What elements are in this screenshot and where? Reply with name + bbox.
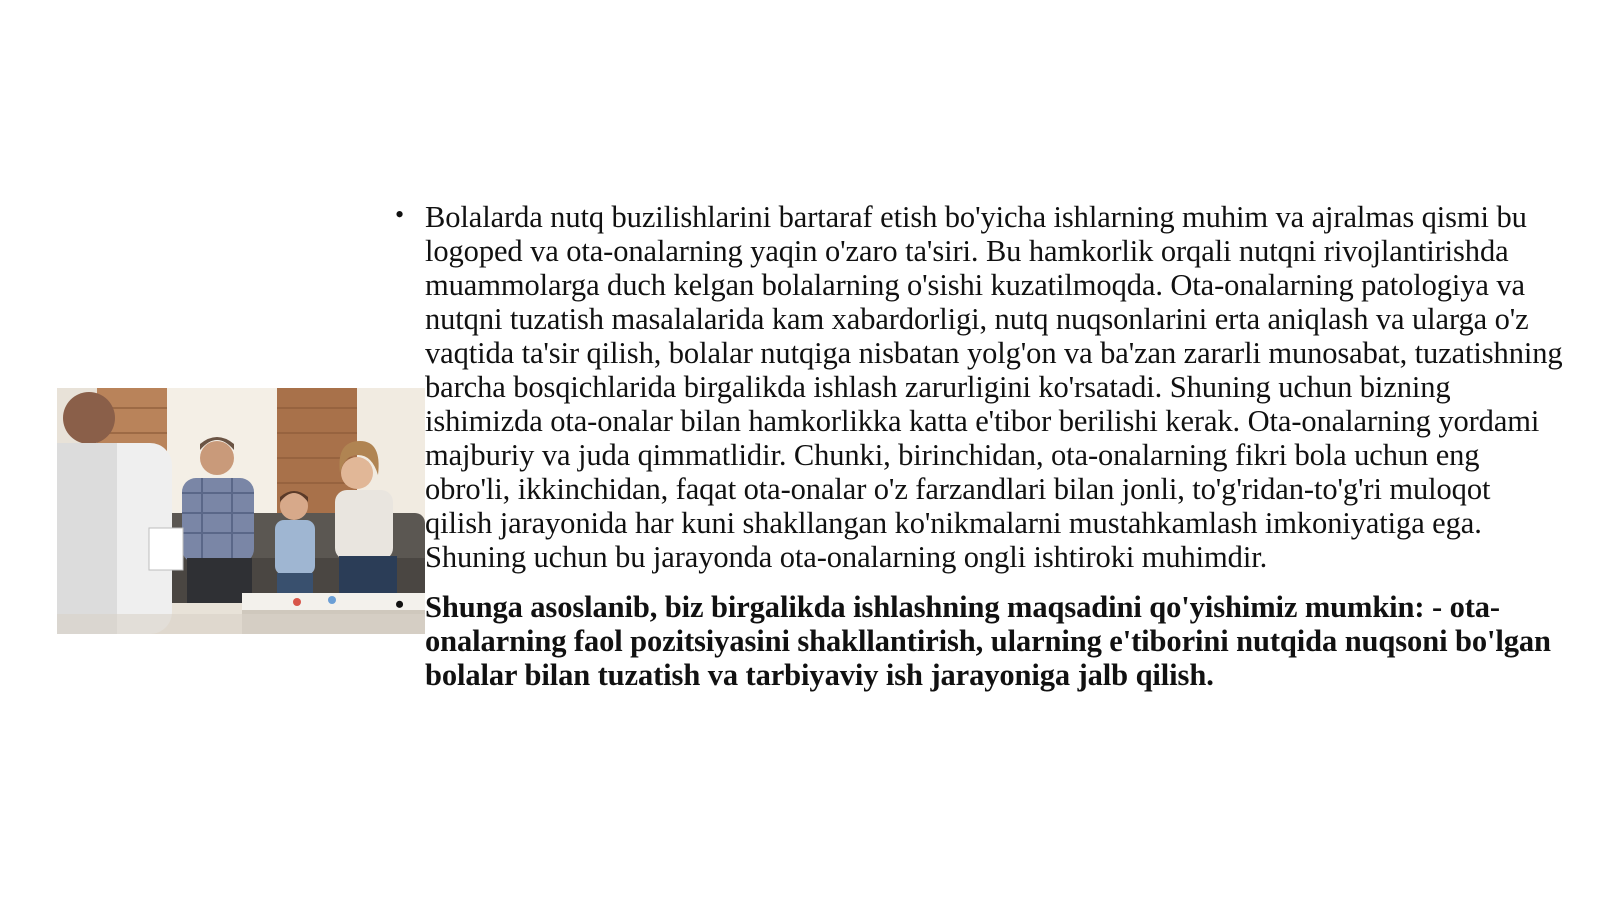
- bullet-text: Shunga asoslanib, biz birgalikda ishlashning maqsadini qo'yishimiz mumkin: - ota-onalarning faol pozitsiyasini shakllantirish, ularning e'tiborini nutqida nuqsoni bo'lgan bolalar bilan tuzatish va tarbiyaviy ish jarayoniga jalb qilish.: [425, 590, 1551, 692]
- photo-family-consultation-icon: [57, 388, 425, 634]
- bullet-text: Bolalarda nutq buzilishlarini bartaraf etish bo'yicha ishlarning muhim va ajralmas qismi bu logoped va ota-onalarning yaqin o'zaro ta'siri. Bu hamkorlik orqali nutqni rivojlantirishda muammolarga duch kelgan bolalarning o'sishi kuzatilmoqda. Ota-onalarning patologiya va nutqni tuzatish masalalarida kam xabardorligi, nutq nuqsonlarini erta aniqlash va ularga o'z vaqtida ta'sir qilish, bolalar nutqiga nisbatan yolg'on va ba'zan zararli munosabat, tuzatishning barcha bosqichlarida birgalikda ishlash zarurligini ko'rsatadi. Shuning uchun bizning ishimizda ota-onalar bilan hamkorlikka katta e'tibor berilishi kerak. Ota-onalarning yordami majburiy va juda qimmatlidir. Chunki, birinchidan, ota-onalarning fikri bola uchun eng obro'li, ikkinchidan, faqat ota-onalar o'z farzandlari bilan jonli, to'g'ridan-to'g'ri muloqot qilish jarayonida har kuni shakllangan ko'nikmalarni mustahkamlash imkoniyatiga ega. Shuning uchun bu jarayonda ota-onalarning ongli ishtiroki muhimdir.: [425, 200, 1563, 574]
- bullet-paragraph-2: [395, 590, 1565, 692]
- family-consultation-photo: [57, 388, 425, 634]
- bullet-paragraph-1: [395, 200, 1565, 574]
- bullet-marker: •: [395, 590, 405, 619]
- slide-content: [395, 200, 1565, 692]
- bullet-marker: •: [395, 200, 405, 229]
